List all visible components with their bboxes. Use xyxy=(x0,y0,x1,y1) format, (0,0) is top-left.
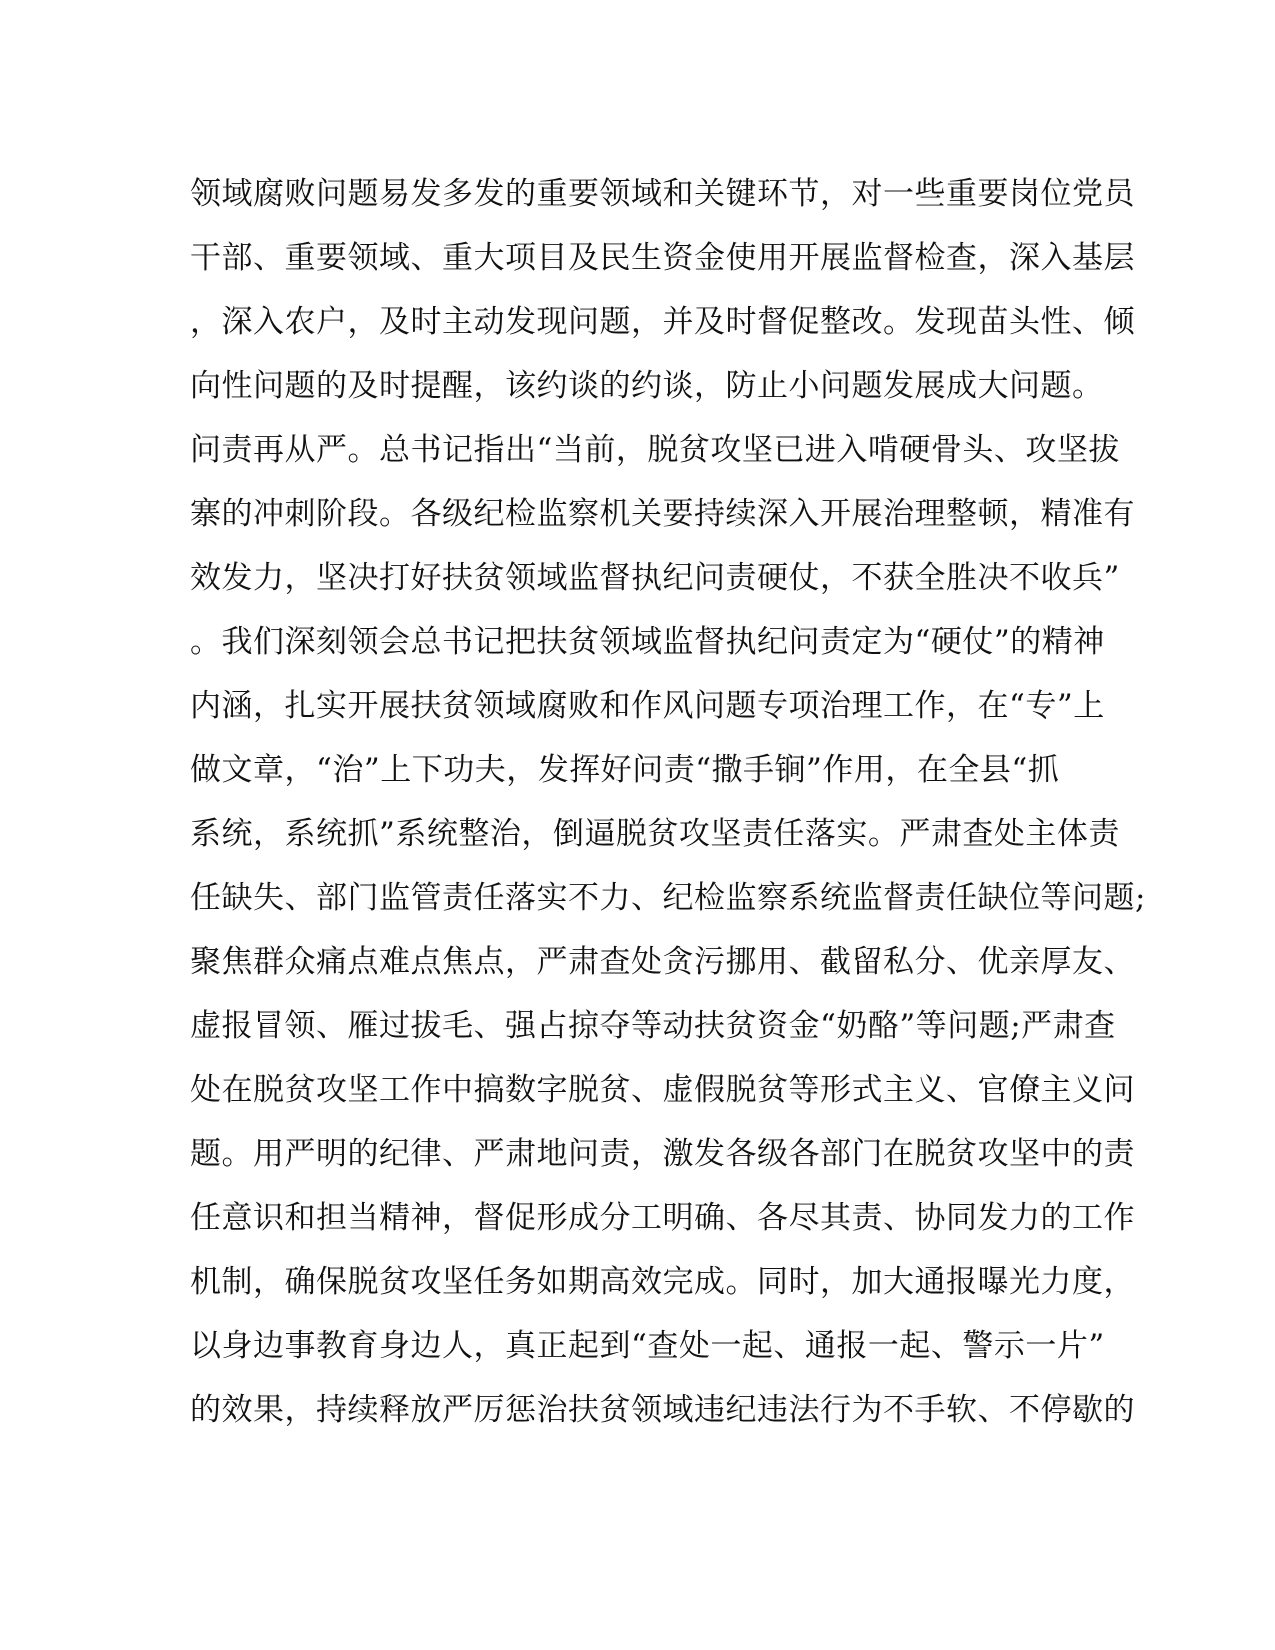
text-line-8: 。我们深刻领会总书记把扶贫领域监督执纪问责定为“硬仗”的精神 xyxy=(190,624,1105,660)
text-line-1: 领域腐败问题易发多发的重要领域和关键环节，对一些重要岗位党员 xyxy=(190,176,1135,212)
text-line-3: ，深入农户，及时主动发现问题，并及时督促整改。发现苗头性、倾 xyxy=(190,304,1135,340)
text-line-15: 处在脱贫攻坚工作中搞数字脱贫、虚假脱贫等形式主义、官僚主义问 xyxy=(190,1072,1135,1108)
text-line-20: 的效果，持续释放严厉惩治扶贫领域违纪违法行为不手软、不停歇的 xyxy=(190,1392,1135,1428)
text-line-17: 任意识和担当精神，督促形成分工明确、各尽其责、协同发力的工作 xyxy=(190,1200,1135,1236)
text-line-12: 任缺失、部门监管责任落实不力、纪检监察系统监督责任缺位等问题; xyxy=(190,880,1146,916)
text-line-4: 向性问题的及时提醒，该约谈的约谈，防止小问题发展成大问题。 xyxy=(190,368,1104,404)
text-line-7: 效发力，坚决打好扶贫领域监督执纪问责硬仗，不获全胜决不收兵” xyxy=(190,560,1120,596)
text-line-19: 以身边事教育身边人，真正起到“查处一起、通报一起、警示一片” xyxy=(190,1328,1105,1364)
text-line-18: 机制，确保脱贫攻坚任务如期高效完成。同时，加大通报曝光力度， xyxy=(190,1264,1135,1300)
text-line-5: 问责再从严。总书记指出“当前，脱贫攻坚已进入啃硬骨头、攻坚拔 xyxy=(190,432,1120,468)
body-text xyxy=(190,162,1146,1442)
text-line-10: 做文章，“治”上下功夫，发挥好问责“撒手锏”作用，在全县“抓 xyxy=(190,752,1060,788)
text-line-16: 题。用严明的纪律、严肃地问责，激发各级各部门在脱贫攻坚中的责 xyxy=(190,1136,1135,1172)
text-line-2: 干部、重要领域、重大项目及民生资金使用开展监督检查，深入基层 xyxy=(190,240,1135,276)
text-line-11: 系统，系统抓”系统整治，倒逼脱贫攻坚责任落实。严肃查处主体责 xyxy=(190,816,1120,852)
text-line-6: 寨的冲刺阶段。各级纪检监察机关要持续深入开展治理整顿，精准有 xyxy=(190,496,1135,532)
text-line-9: 内涵，扎实开展扶贫领域腐败和作风问题专项治理工作，在“专”上 xyxy=(190,688,1105,724)
text-line-13: 聚焦群众痛点难点焦点，严肃查处贪污挪用、截留私分、优亲厚友、 xyxy=(190,944,1135,980)
text-line-14: 虚报冒领、雁过拔毛、强占掠夺等动扶贫资金“奶酪”等问题;严肃查 xyxy=(190,1008,1116,1044)
